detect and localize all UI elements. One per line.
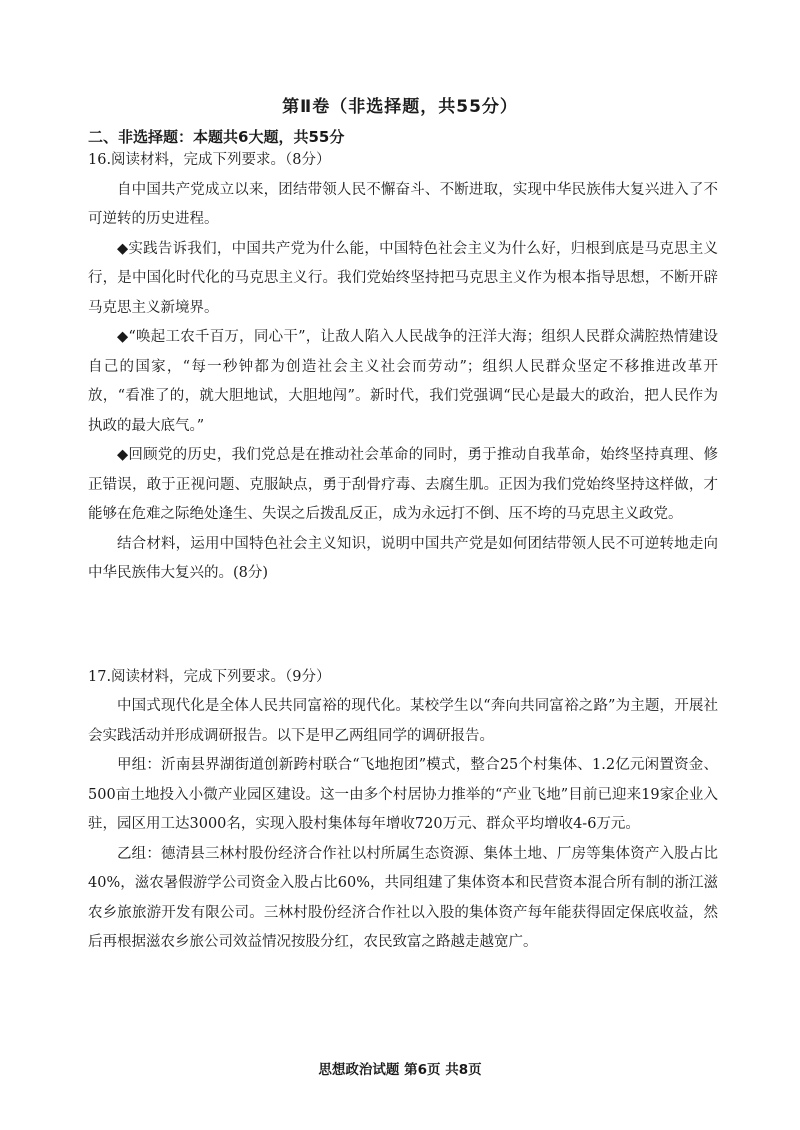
question-17-heading: 17.阅读材料，完成下列要求。（9分） <box>88 668 331 685</box>
page-title: 第Ⅱ卷（非选择题，共55分） <box>282 97 518 117</box>
page-footer: 思想政治试题 第6页 共8页 <box>318 1062 482 1078</box>
question-16-bullet-3: ◆回顾党的历史，我们党总是在推动社会革命的同时，勇于推动自我革命，始终坚持真理、修正错误，敢于正视问题、克服缺点，勇于刮骨疗毒、去腐生肌。正因为我们党始终坚持这样做，才能够在危难之际绝处逢生、失误之后拨乱反正，成为永远打不倒、压不垮的马克思主义政党。 <box>88 447 718 522</box>
question-16-bullet-2: ◆“唤起工农千百万，同心干”，让敌人陷入人民战争的汪洋大海；组织人民群众满腔热情建设自己的国家，“每一秒钟都为创造社会主义社会而劳动”；组织人民群众坚定不移推进改革开放，“看准了的，就大胆地试，大胆地闯”。新时代，我们党强调“民心是最大的政治，把人民作为执政的最大底气。” <box>88 329 718 434</box>
section-heading: 二、非选择题：本题共6大题，共55分 <box>88 128 345 146</box>
answer-space <box>88 589 718 663</box>
question-17-intro: 中国式现代化是全体人民共同富裕的现代化。某校学生以“奔向共同富裕之路”为主题，开展社会实践活动并形成调研报告。以下是甲乙两组同学的调研报告。 <box>88 698 718 744</box>
question-16-bullet-1: ◆实践告诉我们，中国共产党为什么能，中国特色社会主义为什么好，归根到底是马克思主义行，是中国化时代化的马克思主义行。我们党始终坚持把马克思主义作为根本指导思想，不断开辟马克思主义新境界。 <box>88 240 718 316</box>
questions-body <box>88 146 718 958</box>
question-16-intro: 自中国共产党成立以来，团结带领人民不懈奋斗、不断进取，实现中华民族伟大复兴进入了不可逆转的历史进程。 <box>88 181 718 227</box>
question-16-heading: 16.阅读材料，完成下列要求。（8分） <box>88 152 331 168</box>
question-17-group-b: 乙组：德清县三林村股份经济合作社以村所属生态资源、集体土地、厂房等集体资产入股占比40%，滋农暑假游学公司资金入股占比60%，共同组建了集体资本和民营资本混合所有制的浙江滋农乡旅旅游开发有限公司。三林村股份经济合作社以入股的集体资产每年能获得固定保底收益，然后再根据滋农乡旅公司效益情况按股分红，农民致富之路越走越宽广。 <box>88 845 718 950</box>
question-16-task: 结合材料，运用中国特色社会主义知识，说明中国共产党是如何团结带领人民不可逆转地走向中华民族伟大复兴的。(8分) <box>88 535 718 581</box>
question-17-group-a: 甲组：沂南县界湖街道创新跨村联合“飞地抱团”模式，整合25个村集体、1.2亿元闲置资金、500亩土地投入小微产业园区建设。这一由多个村居协力推举的“产业飞地”目前已迎来19家企业入驻，园区用工达3000名，实现入股村集体每年增收720万元、群众平均增收4-6万元。 <box>88 757 718 832</box>
